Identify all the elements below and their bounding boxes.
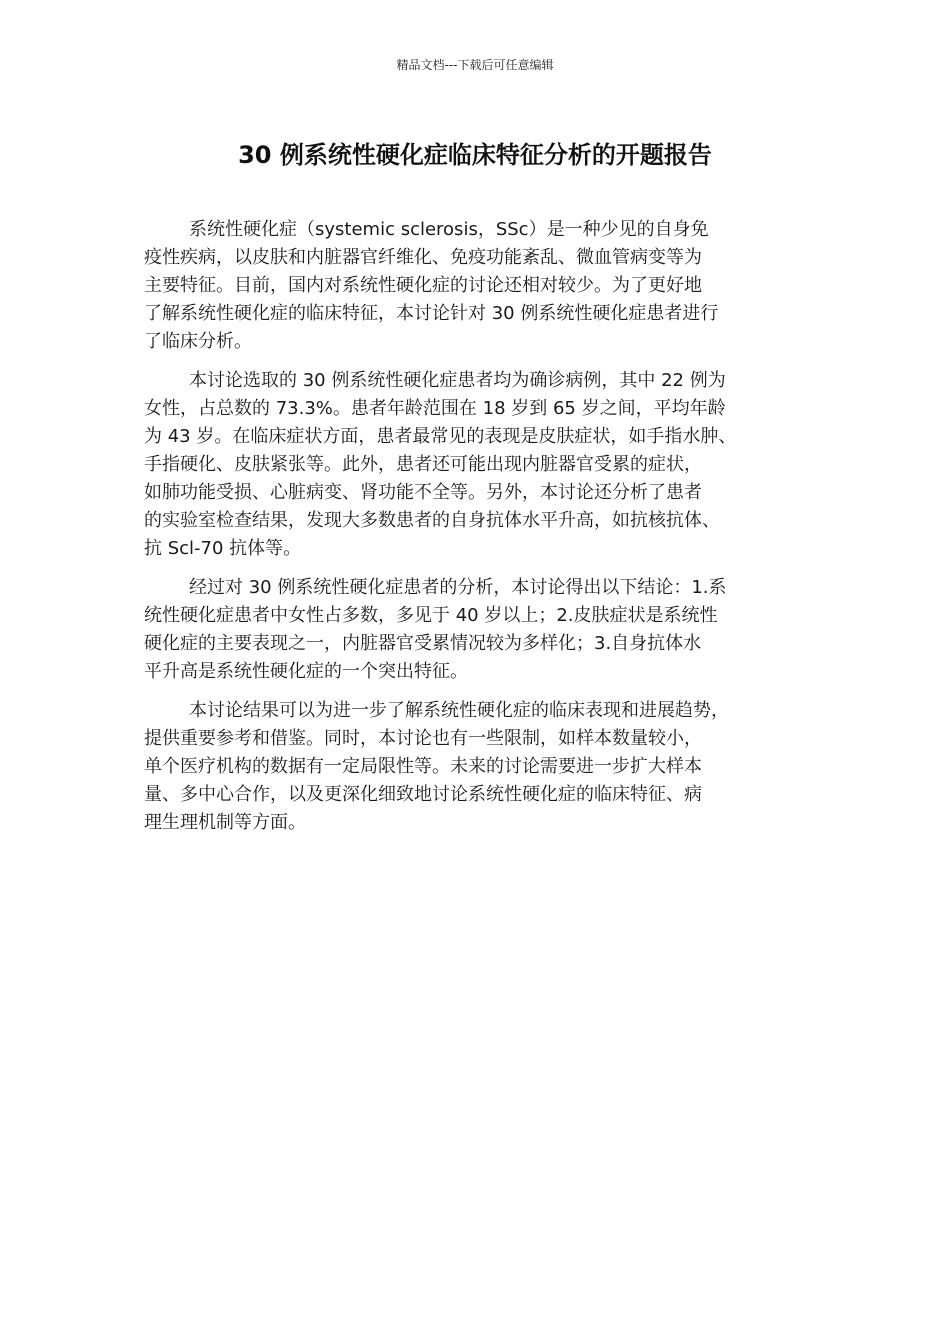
paragraph-line: 量、多中心合作，以及更深化细致地讨论系统性硬化症的临床特征、病: [144, 784, 702, 805]
paragraph-line: 了解系统性硬化症的临床特征，本讨论针对 30 例系统性硬化症患者进行: [144, 303, 719, 324]
paragraph-line: 提供重要参考和借鉴。同时，本讨论也有一些限制，如样本数量较小，: [144, 728, 702, 749]
document-title: 30 例系统性硬化症临床特征分析的开题报告: [238, 141, 712, 169]
paragraph-line: 统性硬化症患者中女性占多数，多见于 40 岁以上；2.皮肤症状是系统性: [144, 605, 718, 626]
paragraph-line: 抗 Scl-70 抗体等。: [144, 538, 302, 559]
paragraph-line: 理生理机制等方面。: [144, 812, 306, 833]
paragraph-line: 如肺功能受损、心脏病变、肾功能不全等。另外，本讨论还分析了患者: [144, 482, 702, 503]
paragraph-line: 手指硬化、皮肤紧张等。此外，患者还可能出现内脏器官受累的症状，: [144, 454, 702, 475]
paragraph-line: 的实验室检查结果，发现大多数患者的自身抗体水平升高，如抗核抗体、: [144, 510, 720, 531]
paragraph-line: 主要特征。目前，国内对系统性硬化症的讨论还相对较少。为了更好地: [144, 275, 702, 296]
paragraph-line: 本讨论选取的 30 例系统性硬化症患者均为确诊病例，其中 22 例为: [189, 370, 726, 391]
paragraph-line: 本讨论结果可以为进一步了解系统性硬化症的临床表现和进展趋势，: [189, 700, 729, 721]
paragraph-line: 平升高是系统性硬化症的一个突出特征。: [144, 661, 468, 682]
paragraph-line: 经过对 30 例系统性硬化症患者的分析，本讨论得出以下结论：1.系: [189, 577, 727, 598]
paragraph-line: 单个医疗机构的数据有一定局限性等。未来的讨论需要进一步扩大样本: [144, 756, 702, 777]
paragraph-line: 为 43 岁。在临床症状方面，患者最常见的表现是皮肤症状，如手指水肿、: [144, 426, 737, 447]
paragraph-line: 硬化症的主要表现之一，内脏器官受累情况较为多样化；3.自身抗体水: [144, 633, 702, 654]
paragraph-conclusions: [144, 574, 810, 686]
document-body: [144, 216, 810, 848]
paragraph-outlook: [144, 697, 810, 837]
paragraph-line: 系统性硬化症（systemic sclerosis，SSc）是一种少见的自身免: [189, 219, 709, 240]
paragraph-intro: [144, 216, 810, 356]
paragraph-line: 疫性疾病，以皮肤和内脏器官纤维化、免疫功能紊乱、微血管病变等为: [144, 247, 702, 268]
page-header: 精品文档---下载后可任意编辑: [396, 58, 554, 72]
paragraph-line: 了临床分析。: [144, 331, 252, 352]
paragraph-line: 女性，占总数的 73.3%。患者年龄范围在 18 岁到 65 岁之间，平均年龄: [144, 398, 726, 419]
paragraph-methods: [144, 367, 810, 563]
